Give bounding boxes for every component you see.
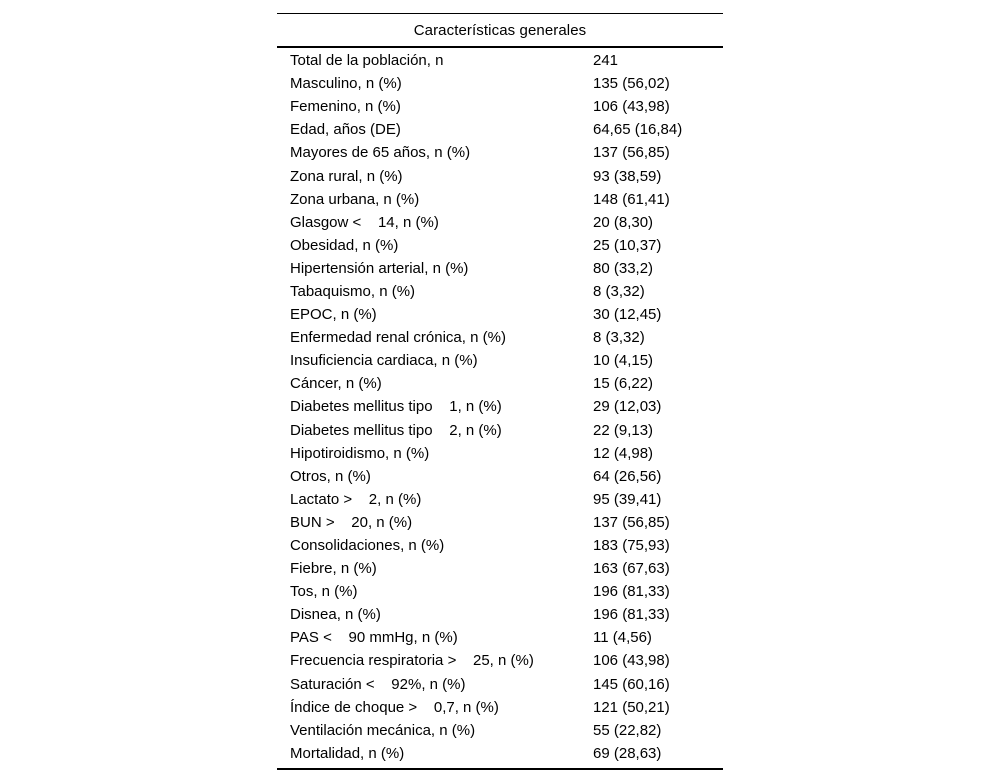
row-value: 135 (56,02) <box>593 75 670 93</box>
row-label: Tabaquismo, n (%) <box>290 282 416 300</box>
row-label: Edad, años (DE) <box>290 121 401 139</box>
table-row <box>277 49 723 72</box>
row-label: Enfermedad renal crónica, n (%) <box>290 329 506 347</box>
table-row <box>277 211 723 234</box>
characteristics-table <box>277 13 723 770</box>
table-row <box>277 442 723 465</box>
row-label: Frecuencia respiratoria > 25, n (%) <box>290 652 534 670</box>
row-value: 8 (3,32) <box>593 329 645 347</box>
table-row <box>277 580 723 603</box>
row-value: 20 (8,30) <box>593 213 654 231</box>
row-label: PAS < 90 mmHg, n (%) <box>290 629 458 647</box>
table-row <box>277 419 723 442</box>
table-row <box>277 234 723 257</box>
row-value: 106 (43,98) <box>593 98 670 116</box>
table-row <box>277 72 723 95</box>
table-row <box>277 488 723 511</box>
table-row <box>277 257 723 280</box>
row-value: 8 (3,32) <box>593 282 645 300</box>
row-value: 145 (60,16) <box>593 675 670 693</box>
row-value: 29 (12,03) <box>593 398 662 416</box>
row-label: Disnea, n (%) <box>290 606 381 624</box>
row-value: 121 (50,21) <box>593 698 670 716</box>
row-value: 25 (10,37) <box>593 236 662 254</box>
table-row <box>277 326 723 349</box>
row-value: 148 (61,41) <box>593 190 670 208</box>
row-value: 196 (81,33) <box>593 606 670 624</box>
row-value: 163 (67,63) <box>593 560 670 578</box>
row-label: Hipotiroidismo, n (%) <box>290 444 430 462</box>
row-value: 30 (12,45) <box>593 306 662 324</box>
row-label: Consolidaciones, n (%) <box>290 537 445 555</box>
table-row <box>277 719 723 742</box>
row-value: 11 (4,56) <box>593 629 652 647</box>
table-row <box>277 534 723 557</box>
row-label: Mayores de 65 años, n (%) <box>290 144 471 162</box>
table-row <box>277 395 723 418</box>
table-row <box>277 511 723 534</box>
row-value: 64 (26,56) <box>593 467 662 485</box>
row-label: Ventilación mecánica, n (%) <box>290 721 476 739</box>
row-value: 12 (4,98) <box>593 444 654 462</box>
table-row <box>277 118 723 141</box>
row-label: Otros, n (%) <box>290 467 371 485</box>
table-row <box>277 673 723 696</box>
table-title: Características generales <box>277 14 723 48</box>
row-value: 196 (81,33) <box>593 583 670 601</box>
row-label: EPOC, n (%) <box>290 306 377 324</box>
row-label: Diabetes mellitus tipo 2, n (%) <box>290 421 502 439</box>
row-label: Femenino, n (%) <box>290 98 401 116</box>
row-label: Fiebre, n (%) <box>290 560 377 578</box>
row-label: Mortalidad, n (%) <box>290 744 405 762</box>
table-row <box>277 465 723 488</box>
row-value: 15 (6,22) <box>593 375 654 393</box>
row-value: 241 <box>593 52 619 70</box>
row-label: Hipertensión arterial, n (%) <box>290 259 469 277</box>
table-row <box>277 696 723 719</box>
row-label: Zona urbana, n (%) <box>290 190 420 208</box>
row-value: 10 (4,15) <box>593 352 654 370</box>
row-label: Saturación < 92%, n (%) <box>290 675 466 693</box>
row-label: Zona rural, n (%) <box>290 167 403 185</box>
row-value: 93 (38,59) <box>593 167 662 185</box>
row-label: Índice de choque > 0,7, n (%) <box>290 698 499 716</box>
table-row <box>277 280 723 303</box>
row-value: 95 (39,41) <box>593 490 662 508</box>
row-label: BUN > 20, n (%) <box>290 513 413 531</box>
row-value: 69 (28,63) <box>593 744 662 762</box>
table-row <box>277 349 723 372</box>
table-row <box>277 557 723 580</box>
table-row <box>277 188 723 211</box>
table-row <box>277 626 723 649</box>
row-value: 64,65 (16,84) <box>593 121 683 139</box>
table-row <box>277 742 723 765</box>
row-label: Masculino, n (%) <box>290 75 402 93</box>
row-label: Insuficiencia cardiaca, n (%) <box>290 352 478 370</box>
row-value: 106 (43,98) <box>593 652 670 670</box>
table-row <box>277 95 723 118</box>
row-label: Tos, n (%) <box>290 583 358 601</box>
row-value: 55 (22,82) <box>593 721 662 739</box>
row-value: 22 (9,13) <box>593 421 654 439</box>
row-label: Total de la población, n <box>290 52 444 70</box>
table-row <box>277 164 723 187</box>
row-value: 137 (56,85) <box>593 513 670 531</box>
table-row <box>277 649 723 672</box>
table-row <box>277 141 723 164</box>
table-row <box>277 603 723 626</box>
row-value: 80 (33,2) <box>593 259 654 277</box>
row-label: Cáncer, n (%) <box>290 375 382 393</box>
row-label: Glasgow < 14, n (%) <box>290 213 439 231</box>
table-body <box>277 48 723 768</box>
row-value: 183 (75,93) <box>593 537 670 555</box>
row-value: 137 (56,85) <box>593 144 670 162</box>
row-label: Lactato > 2, n (%) <box>290 490 422 508</box>
row-label: Diabetes mellitus tipo 1, n (%) <box>290 398 502 416</box>
table-row <box>277 372 723 395</box>
table-row <box>277 303 723 326</box>
row-label: Obesidad, n (%) <box>290 236 399 254</box>
